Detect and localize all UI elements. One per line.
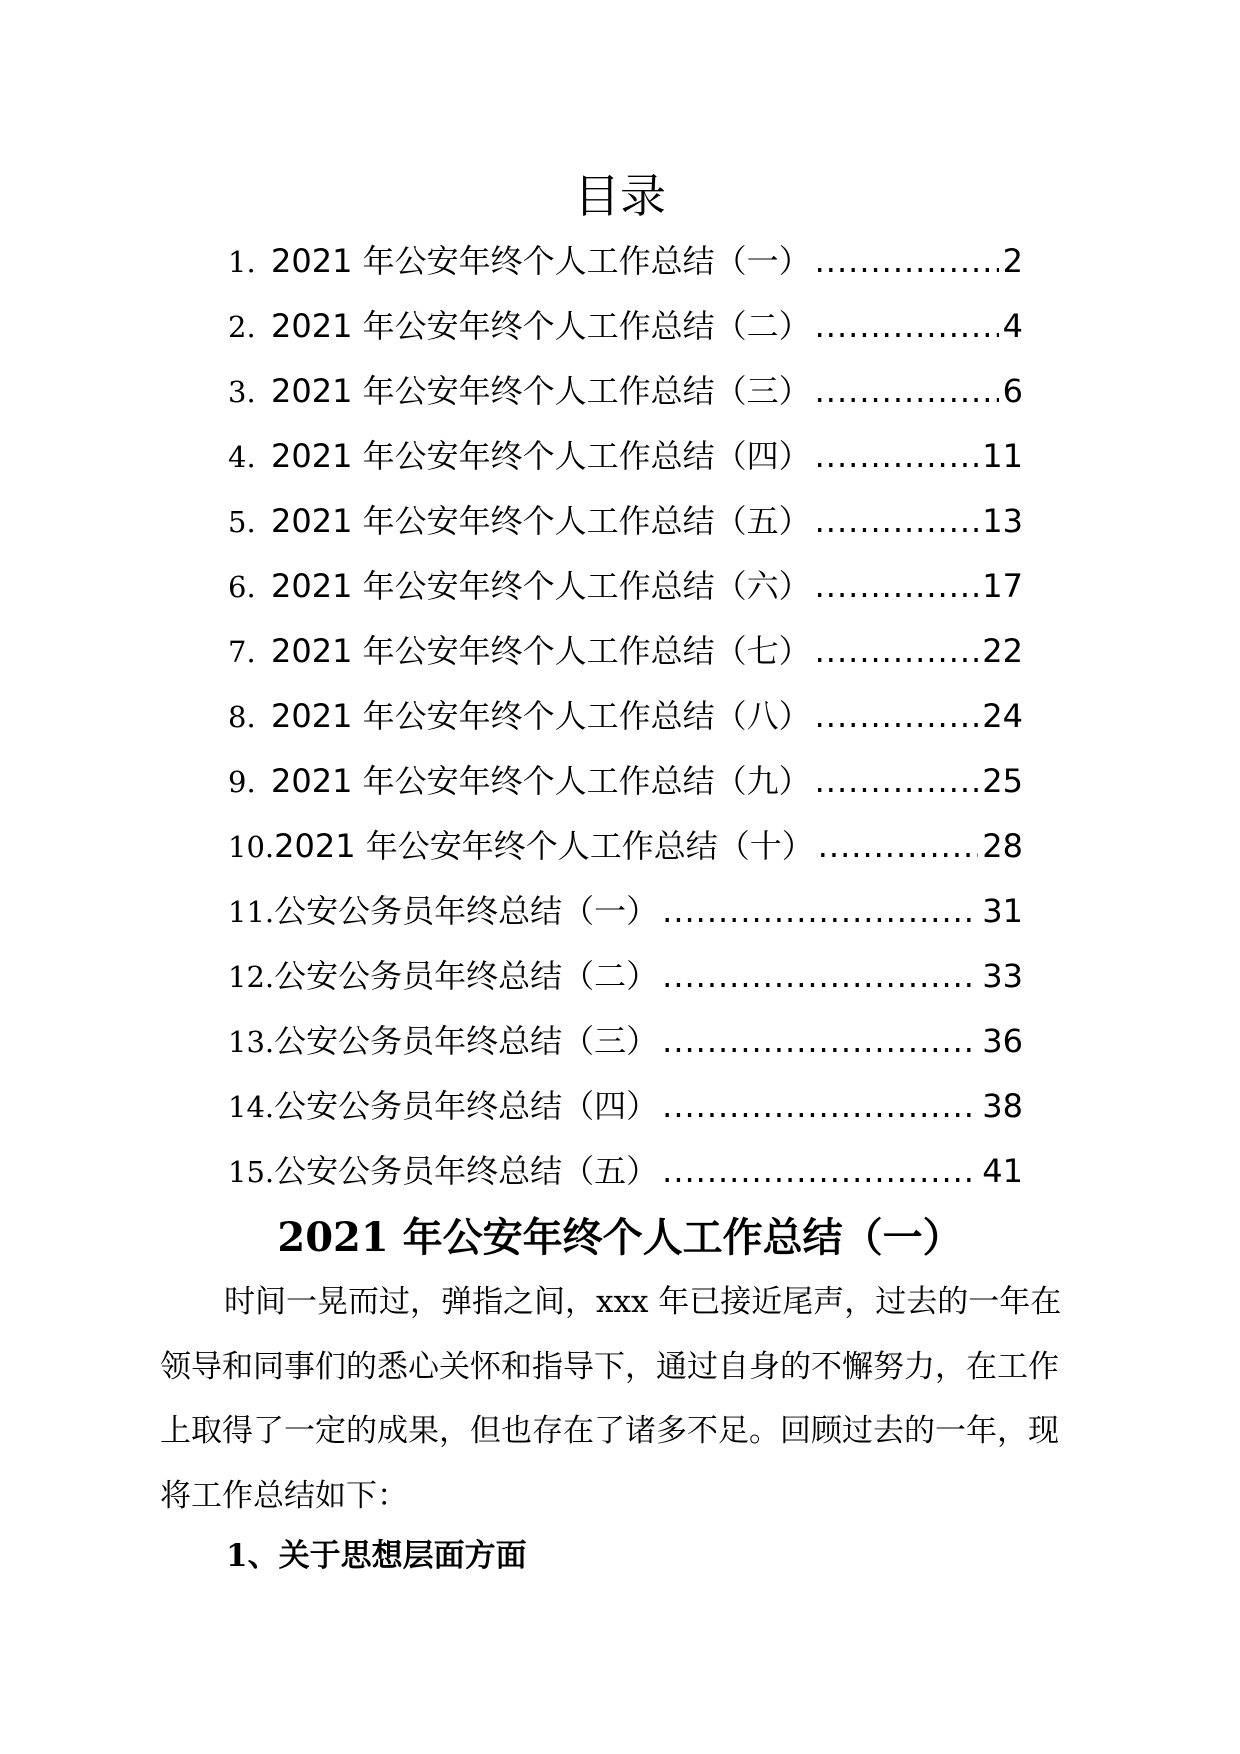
toc-entry-page-number: 28 — [982, 827, 1023, 865]
toc-entry-page-number: 6 — [1002, 372, 1023, 410]
toc-dot-leader — [815, 366, 999, 416]
subheading — [226, 1531, 527, 1581]
toc-entry-page-number: 4 — [1002, 307, 1023, 345]
toc-entry[interactable] — [228, 691, 1023, 756]
toc-dot-leader — [815, 431, 979, 481]
toc-entry[interactable] — [228, 496, 1023, 561]
toc-entry-number: 3. — [228, 375, 256, 409]
paragraph-text-1: 时间一晃而过，弹指之间， — [224, 1284, 596, 1320]
paragraph-text-2: 年已接近尾声，过去的一年在领导和同事们的悉心关怀和指导下，通过自身的不懈努力，在工作上取得了一定的成果，但也存在了诸多不足。回顾过去的一年，现将工作总结如下： — [160, 1284, 1062, 1514]
section-title-year: 2021 — [277, 1214, 389, 1261]
toc-entry-number: 1. — [228, 245, 256, 279]
toc-entry-number: 8. — [228, 700, 256, 734]
toc-dot-leader — [662, 951, 978, 1001]
toc-entry-page-number: 41 — [982, 1152, 1023, 1190]
toc-entry[interactable] — [228, 886, 1023, 951]
toc-entry[interactable] — [228, 1081, 1023, 1146]
toc-dot-leader — [662, 886, 978, 936]
section-title-text: 年公安年终个人工作总结（一） — [388, 1215, 963, 1261]
toc-dot-leader — [662, 1081, 978, 1131]
toc-entry-number: 14. — [228, 1090, 275, 1124]
toc-entry-page-number: 24 — [982, 697, 1023, 735]
toc-dot-leader — [662, 1016, 978, 1066]
toc-entry[interactable] — [228, 1146, 1023, 1211]
toc-entry-page-number: 13 — [982, 502, 1023, 540]
toc-entry-title: 2021 年公安年终个人工作总结（四） — [271, 437, 811, 475]
toc-entry[interactable] — [228, 431, 1023, 496]
toc-entry-number: 10. — [228, 830, 275, 864]
section-title — [0, 1208, 1240, 1268]
toc-entry-title: 2021 年公安年终个人工作总结（八） — [271, 697, 811, 735]
subheading-text: 、关于思想层面方面 — [247, 1538, 527, 1574]
toc-entry-page-number: 36 — [982, 1022, 1023, 1060]
toc-entry-title: 2021 年公安年终个人工作总结（三） — [271, 372, 811, 410]
toc-entry[interactable] — [228, 301, 1023, 366]
toc-title: 目录 — [574, 169, 666, 223]
toc-entry-title: 2021 年公安年终个人工作总结（一） — [271, 242, 811, 280]
toc-dot-leader — [662, 1146, 978, 1196]
toc-entry-number: 13. — [228, 1025, 275, 1059]
toc-entry[interactable] — [228, 366, 1023, 431]
toc-entry[interactable] — [228, 951, 1023, 1016]
toc-entry-page-number: 25 — [982, 762, 1023, 800]
toc-entry-number: 12. — [228, 960, 275, 994]
body-paragraph — [160, 1270, 1085, 1528]
toc-entry-number: 6. — [228, 570, 256, 604]
toc-entry-page-number: 33 — [982, 957, 1023, 995]
toc-entry-number: 11. — [228, 895, 275, 929]
toc-entry-page-number: 31 — [982, 892, 1023, 930]
toc-entry-title: 公安公务员年终总结（三） — [274, 1022, 659, 1060]
toc-entry[interactable] — [228, 236, 1023, 301]
toc-entry-page-number: 22 — [982, 632, 1023, 670]
toc-dot-leader — [818, 821, 979, 871]
toc-entry[interactable] — [228, 626, 1023, 691]
toc-entry[interactable] — [228, 561, 1023, 626]
toc-entry-page-number: 2 — [1002, 242, 1023, 280]
toc-entry-title: 2021 年公安年终个人工作总结（五） — [271, 502, 811, 540]
toc-entry[interactable] — [228, 821, 1023, 886]
toc-entry-title: 公安公务员年终总结（二） — [274, 957, 659, 995]
toc-entry-number: 4. — [228, 440, 256, 474]
toc-dot-leader — [815, 301, 999, 351]
toc-entry-title: 公安公务员年终总结（四） — [274, 1087, 659, 1125]
toc-entry[interactable] — [228, 756, 1023, 821]
toc-entry-title: 2021 年公安年终个人工作总结（二） — [271, 307, 811, 345]
toc-entry-title: 2021 年公安年终个人工作总结（六） — [271, 567, 811, 605]
toc-entry-number: 2. — [228, 310, 256, 344]
toc-entry-title: 公安公务员年终总结（一） — [274, 892, 659, 930]
toc-entry-title: 2021 年公安年终个人工作总结（九） — [271, 762, 811, 800]
toc-entry-title: 2021 年公安年终个人工作总结（十） — [274, 827, 814, 865]
table-of-contents — [228, 236, 1023, 1211]
toc-dot-leader — [815, 561, 979, 611]
toc-entry-number: 9. — [228, 765, 256, 799]
subheading-number: 1 — [226, 1538, 248, 1574]
toc-dot-leader — [815, 756, 979, 806]
toc-entry-title: 公安公务员年终总结（五） — [274, 1152, 659, 1190]
toc-entry-number: 15. — [228, 1155, 275, 1189]
paragraph-placeholder-year: xxx — [596, 1284, 649, 1320]
toc-dot-leader — [815, 626, 979, 676]
toc-entry-page-number: 17 — [982, 567, 1023, 605]
toc-entry-page-number: 38 — [982, 1087, 1023, 1125]
toc-dot-leader — [815, 691, 979, 741]
toc-dot-leader — [815, 496, 979, 546]
toc-entry[interactable] — [228, 1016, 1023, 1081]
toc-dot-leader — [815, 236, 999, 286]
toc-entry-page-number: 11 — [982, 437, 1023, 475]
toc-entry-number: 5. — [228, 505, 256, 539]
toc-entry-number: 7. — [228, 635, 256, 669]
toc-entry-title: 2021 年公安年终个人工作总结（七） — [271, 632, 811, 670]
